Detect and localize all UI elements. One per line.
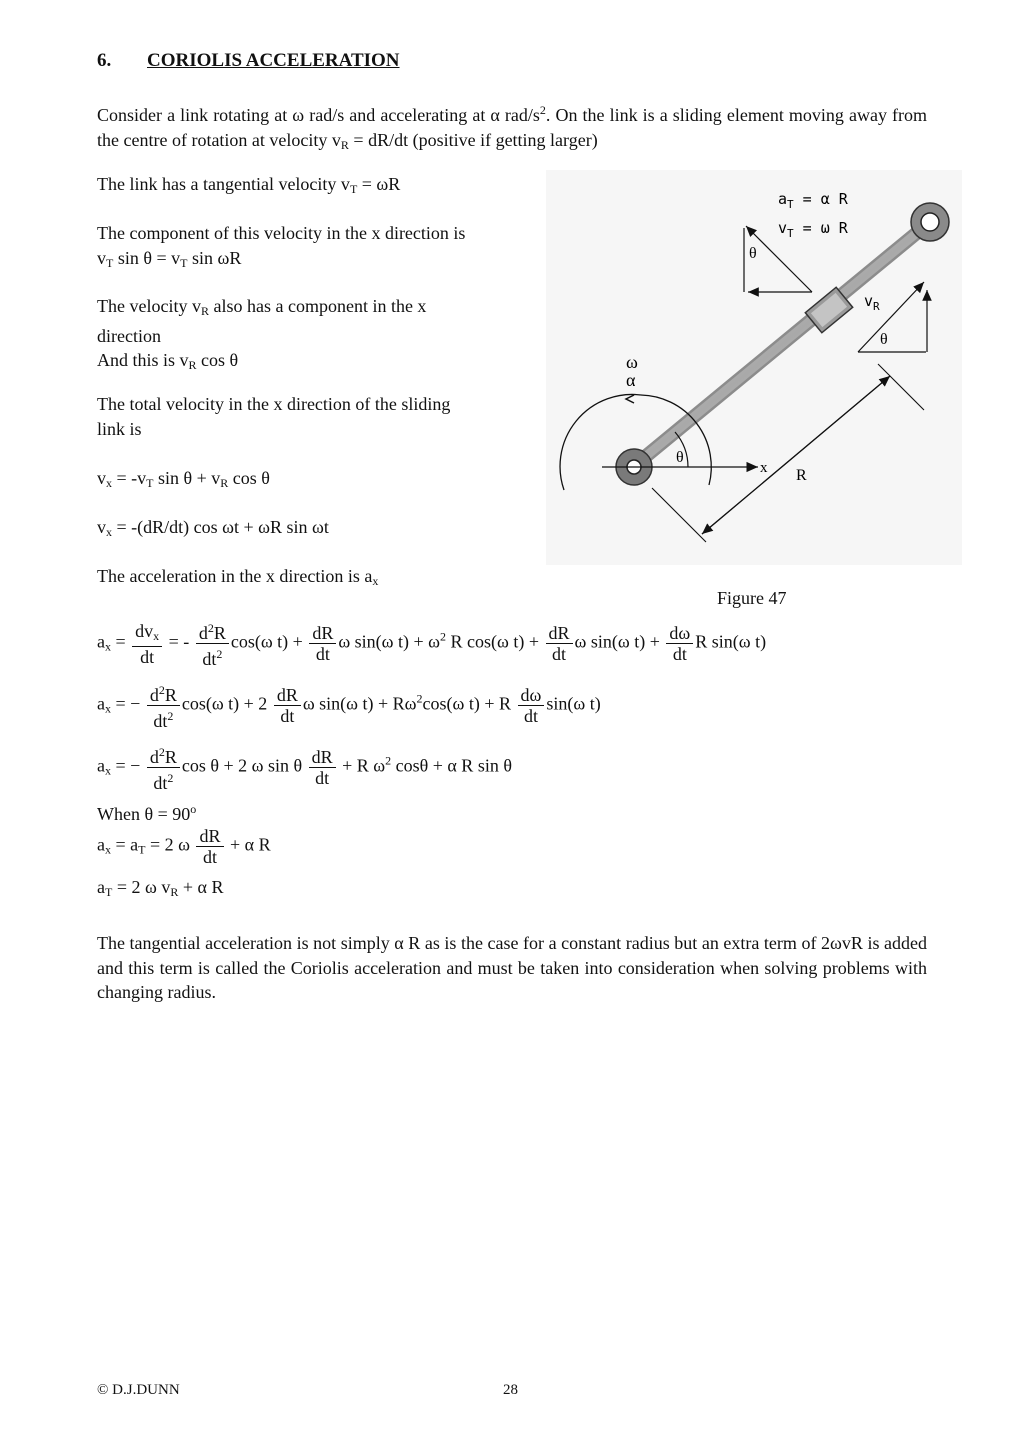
- acceleration-equation-1: $a_x$ = $\frac{dv_x}{dt}$ = - $\frac{d^2R}{dt^2}$ cos(ω t) + $\frac{dR}{dt}$ ω sin(ω $t) + \omega^2$ R cos(ω t) + $\frac{dR}{dt}$ ω sin(ω t) + $\frac{d\omega}{dt}$ R sin(ω t): [97, 618, 766, 669]
- theta-label-pivot: θ: [676, 449, 684, 466]
- footer-copyright: © D.J.DUNN: [97, 1382, 180, 1398]
- theta-label-top: θ: [749, 245, 757, 262]
- section-number: 6.: [97, 50, 112, 71]
- vr-label: $v_R$: [864, 292, 880, 313]
- acceleration-text: The acceleration in the x direction is $a_x$: [97, 566, 379, 588]
- total-velocity-text: The total velocity in the x direction of the sliding link is: [97, 394, 451, 439]
- end-eye-hole: [921, 213, 939, 231]
- vr-component-text: The velocity $v_R$ also has a component in the x direction And this is $v_R$ cos θ: [97, 296, 427, 372]
- figure-caption: Figure 47: [717, 588, 787, 608]
- component-text: The component of this velocity in the x direction is $v_T$ $\sin \theta = v_T$ sin ωR: [97, 223, 466, 270]
- x-axis-label: x: [760, 460, 768, 476]
- acceleration-equation-4: $a_x = a_T = 2$ ω $\frac{dR}{dt}$ + α R: [97, 826, 271, 867]
- alpha-symbol: α: [626, 370, 636, 390]
- vx-equation-1: $v_x = -v_T$ $\sin \theta + v_R$ cos θ: [97, 468, 270, 490]
- figure-47-diagram: [546, 170, 962, 565]
- omega-symbol: ω: [626, 352, 638, 372]
- acceleration-equation-5: $a_T = 2$ ω $v_R + \alpha$ R: [97, 877, 224, 899]
- intro-paragraph: Consider a link rotating at ω rad/s and accelerating at α rad/$s^2$. On the link is a sliding element moving away from the centre of rotation at velocity $v_R = dR/dt$ (positive if getting larger): [97, 103, 928, 152]
- tangential-velocity-text: The link has a tangential velocity $v_T = \omega R$: [97, 174, 401, 196]
- section-title: CORIOLIS ACCELERATION: [147, 50, 400, 71]
- acceleration-equation-3: $a_x$ = − $\frac{d^2R}{dt^2}$ cos θ + 2 ω sin θ $\frac{dR}{dt}$ + R $\omega^2$ cosθ + α R sin θ: [97, 742, 512, 793]
- theta-90-text: When $\theta = 90^o$: [97, 802, 197, 824]
- section-heading: [97, 50, 400, 72]
- vt-label: $v_T = \omega$ R: [778, 219, 848, 240]
- acceleration-equation-2: $a_x$ = − $\frac{d^2R}{dt^2}$ cos(ω t) + 2 $\frac{dR}{dt}$ ω sin(ω $t) + R\omega^2\cos(\omega$ t) + R $\frac{d\omega}{dt}$ sin(ω t): [97, 680, 601, 731]
- rotating-link-svg: [546, 170, 962, 565]
- r-label: R: [796, 467, 807, 484]
- conclusion-paragraph: The tangential acceleration is not simply α R as is the case for a constant radius but an extra term of 2ωvR is added and this term is called the Coriolis acceleration and must be taken into consideration when solving problems with changing radius.: [97, 933, 927, 1002]
- at-label: $a_T = \alpha$ R: [778, 190, 848, 211]
- theta-label-vr: θ: [880, 331, 888, 348]
- page-number: 28: [503, 1382, 518, 1398]
- vx-equation-2: $v_x = -(dR/dt)$ cos ωt + ωR sin ωt: [97, 517, 329, 539]
